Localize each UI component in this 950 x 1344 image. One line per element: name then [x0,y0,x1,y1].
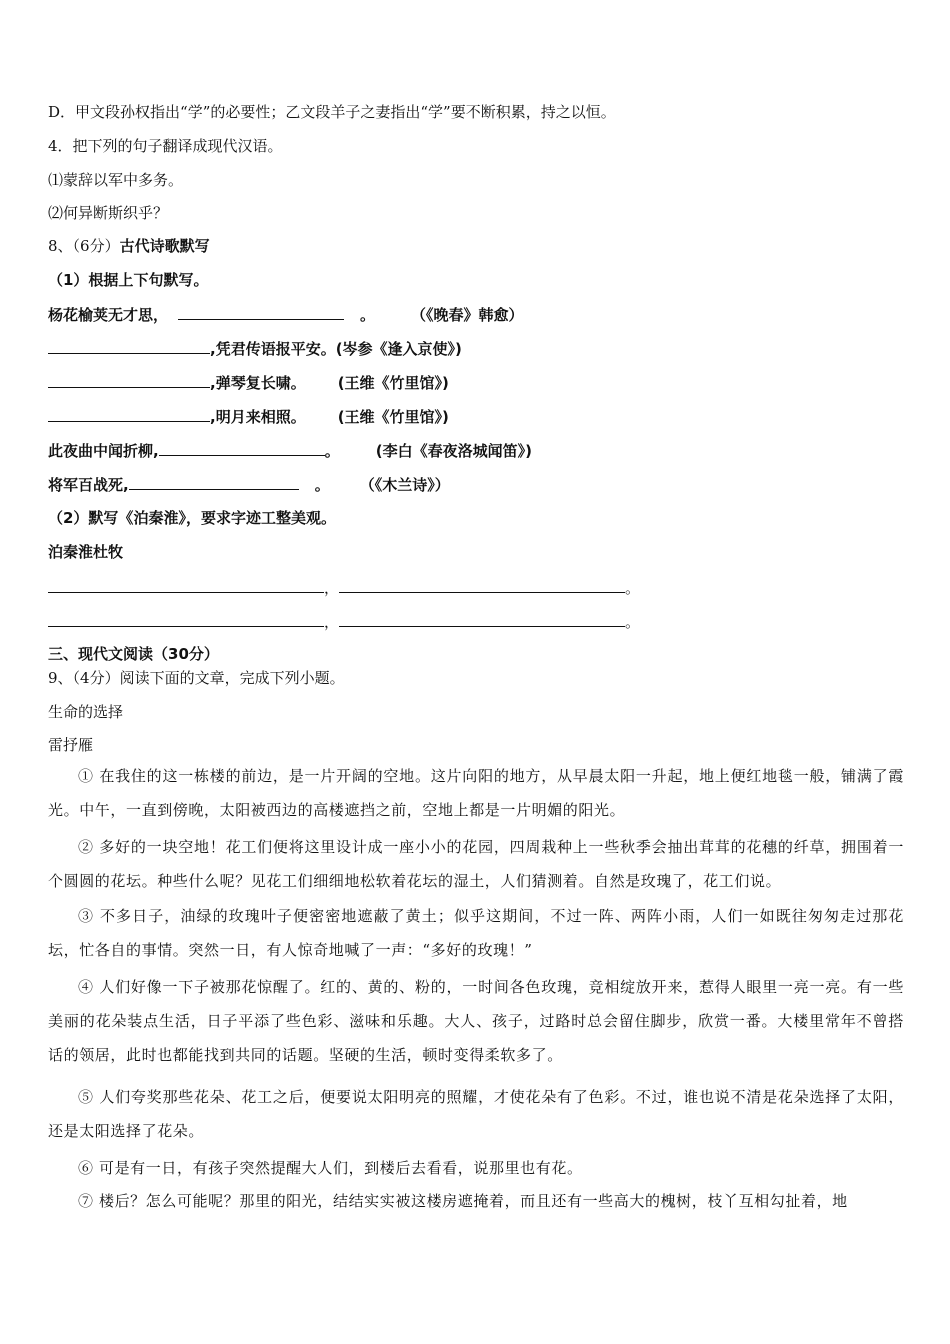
answer-blank[interactable] [48,577,324,593]
article-paragraph-1: ① 在我住的这一栋楼的前边，是一片开阔的空地。这片向阳的地方，从早晨太阳一升起，地上便红地毯一般，铺满了霞光。中午，一直到傍晚，太阳被西边的高楼遮挡之前，空地上都是一片明媚的阳光。 [48,767,904,819]
answer-blank[interactable] [48,338,210,354]
question-4-item-1: ⑴蒙辞以军中多务。 [48,171,184,189]
answer-blank[interactable] [339,577,625,593]
article-paragraph-5: ⑤ 人们夸奖那些花朵、花工之后，便要说太阳明亮的照耀，才使花朵有了色彩。不过，谁也说不清是花朵选择了太阳，还是太阳选择了花朵。 [48,1088,904,1140]
question-4: 4．把下列的句子翻译成现代汉语。 [48,137,283,155]
section-3-heading: 三、现代文阅读（30分） [48,645,219,663]
fill-line-1: 杨花榆荚无才思， 。 （《晚春》韩愈） [48,306,524,324]
article-paragraph-7: ⑦ 楼后？怎么可能呢？那里的阳光，结结实实被这楼房遮掩着，而且还有一些高大的槐树，枝丫互相勾扯着，地 [78,1192,848,1210]
fill-line-5: 此夜曲中闻折柳, 。 (李白《春夜洛城闻笛》) [48,442,532,460]
fill-line-6: 将军百战死, 。 （《木兰诗》） [48,476,450,494]
question-9: 9、（4分）阅读下面的文章，完成下列小题。 [48,669,345,687]
article-title: 生命的选择 [48,703,124,721]
fill-line-2: ,凭君传语报平安。(岑参《逢入京使》) [48,338,462,359]
fill-line-3: ,弹琴复长啸。 (王维《竹里馆》) [48,372,449,393]
answer-blank[interactable] [178,304,344,320]
answer-blank[interactable] [339,611,625,627]
option-d: D．甲文段孙权指出“学”的必要性；乙文段羊子之妻指出“学”要不断积累，持之以恒。 [48,103,616,121]
article-paragraph-3: ③ 不多日子，油绿的玫瑰叶子便密密地遮蔽了黄土；似乎这期间，不过一阵、两阵小雨，人们一如既往匆匆走过那花坛，忙各自的事情。突然一日，有人惊奇地喊了一声：“多好的玫瑰！” [48,907,904,959]
poem-blank-row-2: ， 。 [48,611,640,632]
article-paragraph-6: ⑥ 可是有一日，有孩子突然提醒大人们，到楼后去看看，说那里也有花。 [78,1159,583,1177]
answer-blank[interactable] [48,611,324,627]
answer-blank[interactable] [48,406,210,422]
answer-blank[interactable] [129,474,299,490]
answer-blank[interactable] [159,440,325,456]
answer-blank[interactable] [48,372,210,388]
question-8-number: 8、（6分） [48,237,120,255]
question-4-item-2: ⑵何异断斯织乎？ [48,204,169,222]
question-8-heading [48,236,210,256]
question-8-sub-1: （1）根据上下句默写。 [48,271,209,289]
poem-title: 泊秦淮杜牧 [48,543,124,561]
question-8-sub-2: （2）默写《泊秦淮》，要求字迹工整美观。 [48,509,336,527]
article-paragraph-4: ④ 人们好像一下子被那花惊醒了。红的、黄的、粉的，一时间各色玫瑰，竞相绽放开来，惹得人眼里一亮一亮。有一些美丽的花朵装点生活，日子平添了些色彩、滋味和乐趣。大人、孩子，过路时总会留住脚步，欣赏一番。大楼里常年不曾搭话的领居，此时也都能找到共同的话题。坚硬的生活，顿时变得柔软多了。 [48,978,904,1064]
article-author: 雷抒雁 [48,736,94,754]
article-paragraph-2: ② 多好的一块空地！花工们便将这里设计成一座小小的花园，四周栽种上一些秋季会抽出茸茸的花穗的纤草，拥围着一个圆圆的花坛。种些什么呢？见花工们细细地松软着花坛的湿土，人们猜测着。自然是玫瑰了，花工们说。 [48,838,904,890]
poem-blank-row-1: ， 。 [48,577,640,598]
question-8-title: 古代诗歌默写 [119,237,210,255]
fill-line-4: ,明月来相照。 (王维《竹里馆》) [48,406,449,427]
